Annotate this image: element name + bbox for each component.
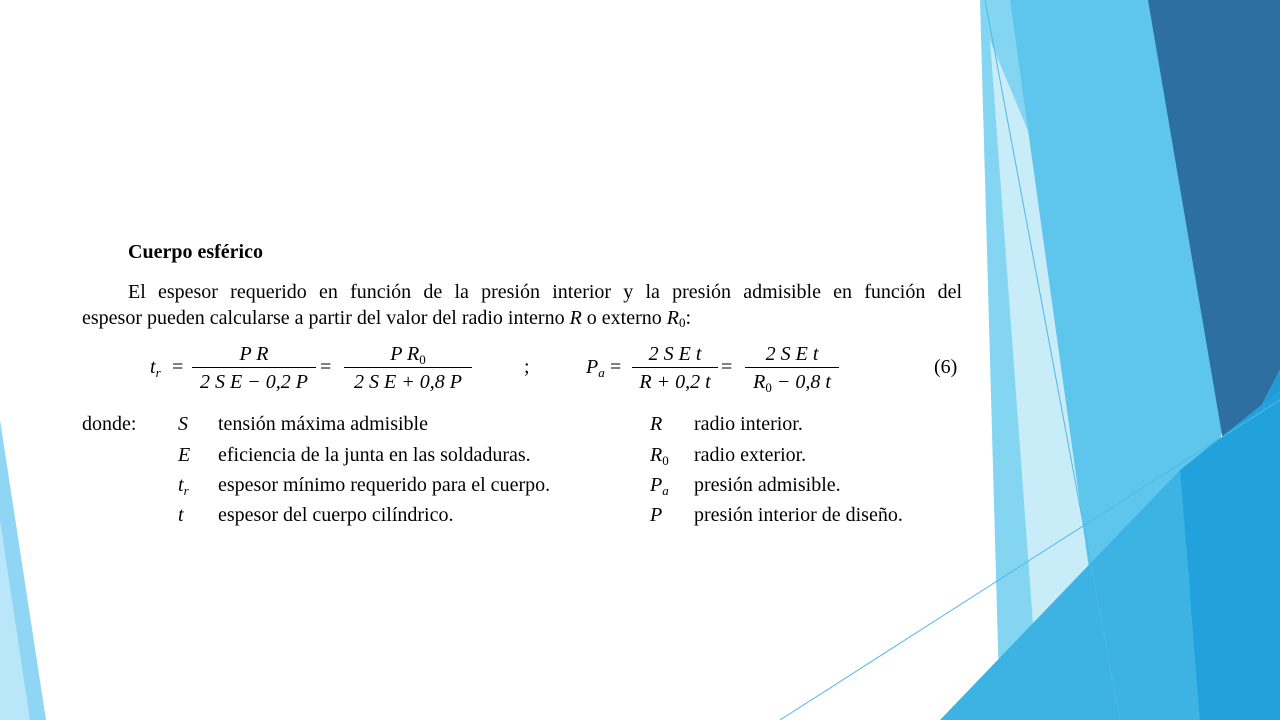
- fraction-3: [632, 341, 718, 394]
- fraction-4: [745, 341, 839, 394]
- def-symbol-S: S: [178, 413, 188, 435]
- def-desc-P: presión interior de diseño.: [694, 504, 903, 526]
- definitions-label: donde:: [82, 413, 137, 435]
- equation-lhs-pa: $P_a$: [586, 356, 605, 380]
- def-desc-S: tensión máxima admisible: [218, 413, 428, 435]
- def-symbol-t: t: [178, 504, 184, 526]
- def-desc-tr: espesor mínimo requerido para el cuerpo.: [218, 474, 551, 496]
- symbol-R: R: [569, 307, 582, 329]
- fraction-3-numerator: 2 S E t: [648, 343, 702, 365]
- fraction-2: [344, 341, 472, 394]
- fraction-3-denominator: R + 0,2 t: [639, 371, 711, 393]
- symbol-R0-subscript: 0: [679, 315, 686, 330]
- fraction-1-denominator: 2 S E − 0,2 P: [200, 371, 308, 393]
- def-symbol-R0: $R_0$: [650, 444, 669, 468]
- equation-lhs-tr: $t_r$: [150, 356, 161, 380]
- def-desc-R: radio interior.: [694, 413, 803, 435]
- symbol-R0: R: [666, 307, 679, 329]
- def-symbol-R: R: [650, 413, 663, 435]
- fraction-1-numerator: P R: [239, 343, 269, 365]
- fraction-1: [192, 341, 316, 394]
- def-desc-Pa: presión admisible.: [694, 474, 841, 496]
- equation-separator: ;: [524, 356, 530, 378]
- equation-number: (6): [934, 356, 958, 378]
- fraction-4-denominator: $R_0 - 0,8$ t: [753, 371, 831, 395]
- paragraph-end: :: [685, 307, 692, 329]
- fraction-2-numerator: P $R_0$: [390, 343, 426, 367]
- def-desc-t: espesor del cuerpo cilíndrico.: [218, 504, 454, 526]
- def-symbol-tr: $t_r$: [178, 474, 189, 498]
- intro-paragraph: [82, 279, 962, 336]
- section-heading: Cuerpo esférico: [128, 241, 263, 263]
- def-desc-E: eficiencia de la junta en las soldaduras.: [218, 444, 531, 466]
- paragraph-text: espesor pueden calcularse a partir del valor del radio interno: [82, 307, 570, 329]
- fraction-4-numerator: 2 S E t: [765, 343, 819, 365]
- def-symbol-P: P: [650, 504, 663, 526]
- equals-sign: =: [721, 356, 733, 378]
- paragraph-line-1: El espesor requerido en función de la presión interior y la presión admisible en función del: [128, 281, 962, 303]
- equals-sign: =: [610, 356, 622, 378]
- fraction-2-denominator: 2 S E + 0,8 P: [354, 371, 462, 393]
- equals-sign: =: [172, 356, 184, 378]
- def-symbol-Pa: $P_a$: [650, 474, 669, 498]
- paragraph-connector: o externo: [581, 307, 667, 329]
- def-symbol-E: E: [178, 444, 191, 466]
- equals-sign: =: [320, 356, 332, 378]
- def-desc-R0: radio exterior.: [694, 444, 807, 466]
- paragraph-line-2: [82, 305, 962, 336]
